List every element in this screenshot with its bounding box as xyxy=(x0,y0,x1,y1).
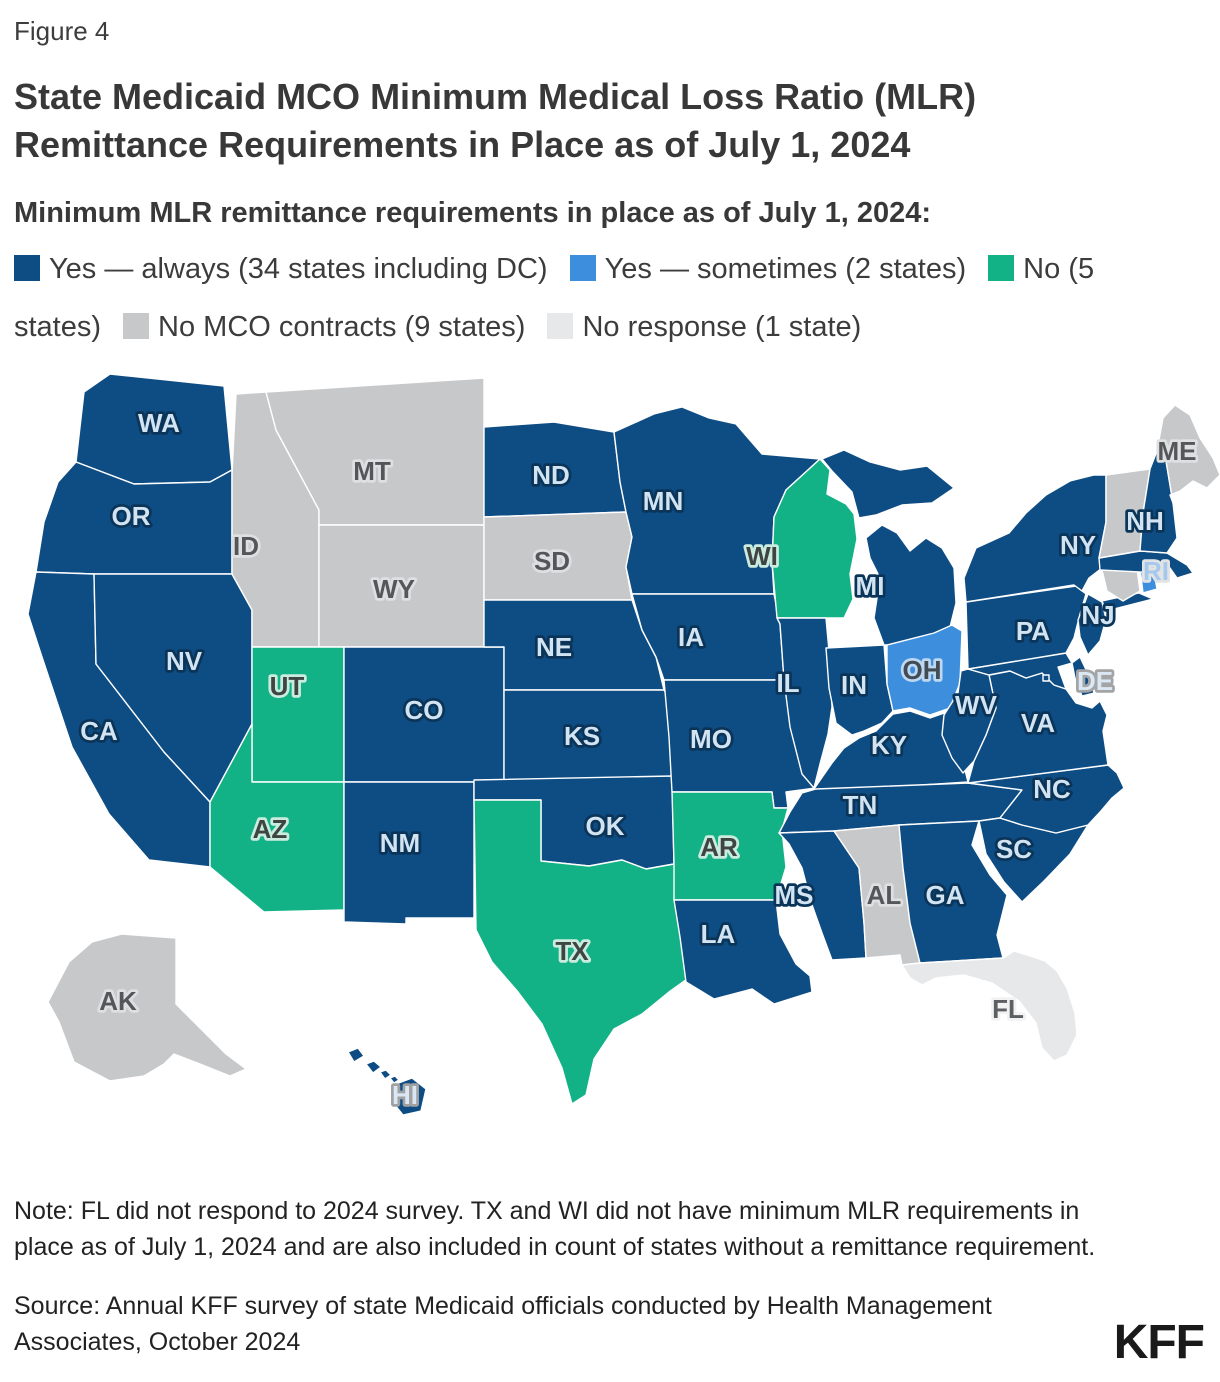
state-label-nc: NC xyxy=(1033,774,1071,805)
state-label-mo: MO xyxy=(690,724,732,755)
legend-swatch-sometimes xyxy=(570,255,596,281)
legend-item-sometimes xyxy=(570,253,967,285)
state-fl xyxy=(902,951,1077,1061)
state-la xyxy=(674,900,812,1004)
state-label-nh: NH xyxy=(1126,506,1164,537)
state-label-mn: MN xyxy=(642,486,684,517)
state-label-or: OR xyxy=(111,501,151,532)
kff-logo: KFF xyxy=(1113,1316,1204,1369)
state-ak xyxy=(48,934,246,1081)
state-label-ut: UT xyxy=(269,671,305,702)
figure-title: State Medicaid MCO Minimum Medical Loss Ratio (MLR) Remittance Requirements in Place as of July 1, 2024 xyxy=(14,76,977,166)
state-label-nd: ND xyxy=(532,460,570,491)
state-label-ny: NY xyxy=(1059,530,1097,561)
state-label-ga: GA xyxy=(925,880,965,911)
state-label-il: IL xyxy=(776,668,800,699)
state-label-al: AL xyxy=(866,880,902,911)
state-label-ri: RI xyxy=(1143,556,1169,587)
state-label-pa: PA xyxy=(1015,616,1051,647)
legend-swatch-no_mco xyxy=(123,313,149,339)
state-label-la: LA xyxy=(700,919,736,950)
state-label-oh: OH xyxy=(902,655,942,686)
state-label-wv: WV xyxy=(955,690,997,721)
state-label-id: ID xyxy=(233,531,259,562)
state-label-tx: TX xyxy=(555,936,589,967)
source-text: Source: Annual KFF survey of state Medicaid officials conducted by Health Management Associates, October 2024 xyxy=(14,1292,992,1356)
legend-item-no_response xyxy=(547,311,861,343)
state-label-nj: NJ xyxy=(1081,600,1115,631)
state-label-ia: IA xyxy=(678,622,704,653)
state-label-nm: NM xyxy=(379,828,421,859)
state-dc xyxy=(1043,675,1049,681)
state-label-ok: OK xyxy=(585,811,625,842)
state-label-wa: WA xyxy=(138,408,180,439)
state-label-ms: MS xyxy=(774,880,814,911)
legend-label: No MCO contracts (9 states) xyxy=(158,311,526,344)
legend-item-always xyxy=(14,253,548,285)
legend-heading: Minimum MLR remittance requirements in place as of July 1, 2024: xyxy=(14,197,931,230)
legend-swatch-no_response xyxy=(547,313,573,339)
state-label-tn: TN xyxy=(842,790,878,821)
state-label-co: CO xyxy=(404,695,444,726)
state-label-me: ME xyxy=(1157,436,1197,467)
state-label-mt: MT xyxy=(353,456,391,487)
legend-item-no_mco xyxy=(123,311,525,343)
state-label-sd: SD xyxy=(533,546,571,577)
legend xyxy=(14,240,1206,356)
legend-swatch-always xyxy=(14,255,40,281)
state-label-ky: KY xyxy=(870,730,908,761)
state-label-de: DE xyxy=(1076,666,1114,697)
state-label-sc: SC xyxy=(995,834,1033,865)
state-label-ar: AR xyxy=(700,832,738,863)
state-label-mi: MI xyxy=(855,571,885,602)
figure-label: Figure 4 xyxy=(14,16,110,46)
legend-label: No (5 states) xyxy=(14,253,1095,344)
state-ut xyxy=(252,647,344,782)
state-label-wy: WY xyxy=(373,574,415,605)
state-label-fl: FL xyxy=(992,994,1024,1025)
state-label-wi: WI xyxy=(746,541,778,572)
state-label-az: AZ xyxy=(252,814,288,845)
state-label-ks: KS xyxy=(563,721,601,752)
note-text: Note: FL did not respond to 2024 survey. TX and WI did not have minimum MLR requirements in place as of July 1, 2024 and are also included in count of states without a remittance requirement. xyxy=(14,1197,1096,1261)
state-label-ne: NE xyxy=(535,632,573,663)
state-label-nv: NV xyxy=(165,646,203,677)
legend-swatch-no xyxy=(988,255,1014,281)
state-label-ak: AK xyxy=(99,986,137,1017)
legend-label: Yes — sometimes (2 states) xyxy=(604,253,967,286)
state-label-va: VA xyxy=(1020,708,1056,739)
legend-label: Yes — always (34 states including DC) xyxy=(49,253,548,286)
state-label-in: IN xyxy=(841,670,867,701)
state-label-hi: HI xyxy=(392,1080,418,1111)
map-svg xyxy=(14,362,1220,1152)
state-label-ca: CA xyxy=(80,716,118,747)
us-choropleth-map xyxy=(14,362,1206,1152)
legend-label: No response (1 state) xyxy=(582,311,862,344)
